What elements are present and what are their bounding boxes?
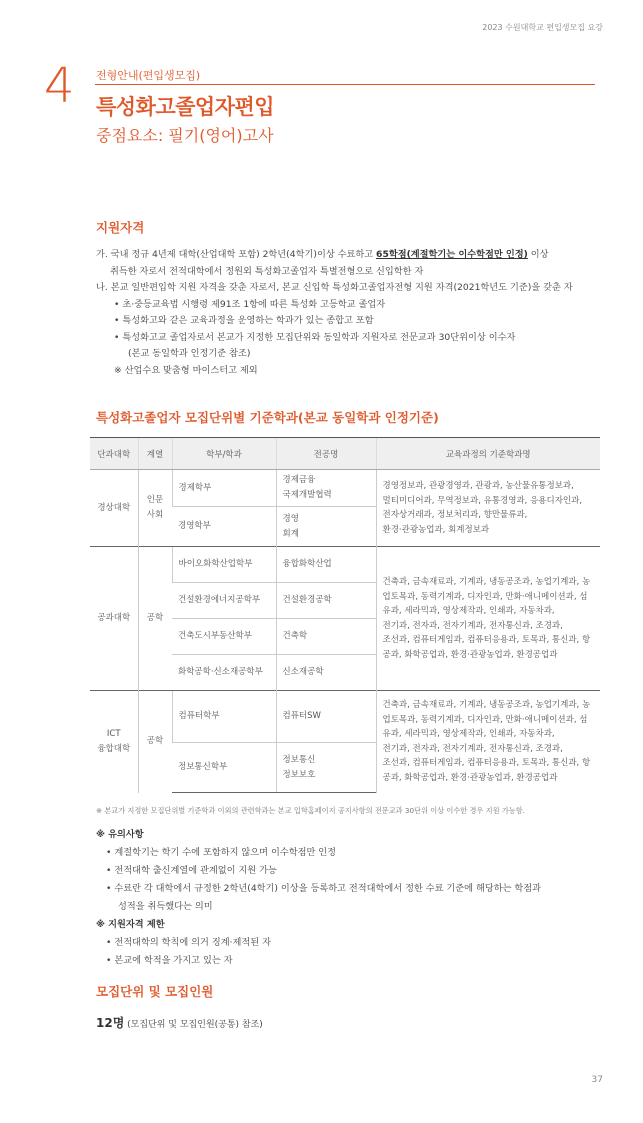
recruit-number: 12명 [96,1016,125,1030]
eligibility-heading: 지원자격 [96,220,145,235]
restriction-item: • 본교에 학적을 가지고 있는 자 [106,955,233,966]
recruit-count [96,1014,263,1031]
dept-cell: 경영학부 [172,507,276,547]
section-category: 전형안내(편입생모집) [96,69,201,82]
table-header-row [90,438,600,470]
page-title: 특성화고졸업자편입 [96,95,275,119]
dept-cell: 건축도시부동산학부 [172,619,276,655]
recruit-heading: 모집단위 및 모집인원 [96,984,214,999]
col-header-field: 계열 [138,438,172,470]
major-cell: 정보통신 정보보호 [276,743,376,793]
table-row [90,547,600,583]
eligibility-ga-cont: 취득한 자로서 전적대학에서 정원외 특성화고졸업자 특별전형으로 신입학한 자 [110,265,424,277]
page-subtitle: 중점요소: 필기(영어)고사 [96,126,274,145]
table-row [90,470,600,507]
recruit-note: (모집단위 및 모집인원(공통) 참조) [124,1020,263,1030]
note-item: • 전적대학 출신계열에 관계없이 지원 가능 [106,865,277,876]
dept-cell: 경제학부 [172,470,276,507]
dept-cell: 화학공학·신소재공학부 [172,655,276,691]
eligibility-exclusion: ※ 산업수요 맞춤형 마이스터고 제외 [114,364,258,376]
col-header-dept: 학부/학과 [172,438,276,470]
major-cell: 경제금융 국제개발협력 [276,470,376,507]
dept-cell: 바이오화학산업학부 [172,547,276,583]
college-cell: ICT 융합대학 [90,691,138,793]
college-cell: 경상대학 [90,470,138,547]
note-item: • 계절학기는 학기 수에 포함하지 않으며 이수학점만 인정 [106,847,336,858]
dept-cell: 컴퓨터학부 [172,691,276,743]
field-cell: 공학 [138,547,172,691]
col-header-college: 단과대학 [90,438,138,470]
eligibility-bullet: • 특성화고와 같은 교육과정을 운영하는 학과가 있는 종합고 포함 [114,315,374,326]
department-table [90,437,600,793]
field-cell: 인문 사회 [138,470,172,547]
notes-list [96,826,603,970]
field-cell: 공학 [138,691,172,793]
section-number: 4 [44,58,75,114]
eligibility-bullet: • 초·중등교육법 시행령 제91조 1항에 따른 특성화 고등학교 졸업자 [114,298,386,310]
page-number: 37 [591,1075,603,1085]
section-rule [95,84,595,85]
major-cell: 경영 회계 [276,507,376,547]
note-item-cont: 성적을 취득했다는 의미 [118,901,213,912]
college-cell: 공과대학 [90,547,138,691]
curriculum-cell: 경영정보과, 관광경영과, 관광과, 농산물유통정보과, 멀티미디어과, 무역정보과, 유통경영과, 응용디자인과, 전자상거래과, 정보처리과, 향만물류과, 환경·관광농업과, 회계정보과 [376,470,600,547]
curriculum-cell: 건축과, 금속재료과, 기계과, 냉동공조과, 농업기계과, 농 업토목과, 동력기계과, 디자인과, 만화·애니메이션과, 섬 유과, 세라믹과, 영상제작과, 인쇄과, 자동차과, 전기과, 전자과, 전자기계과, 전자통신과, 조경과, 조선과, 컴퓨터게임과, 컴퓨터응용과, 토목과, 통신과, 항 공과, 화학공업과, 환경·관광농업과, 환경공업과 [376,547,600,691]
restriction-item: • 전적대학의 학칙에 의거 징계·제적된 자 [106,937,271,948]
eligibility-bullet-cont: (본교 동일학과 인정기준 참조) [128,348,251,359]
eligibility-na: 나. 본교 일반편입학 지원 자격을 갖춘 자로서, 본교 신입학 특성화고졸업자전형 지원 자격(2021학년도 기준)을 갖춘 자 [96,282,573,293]
major-cell: 융합화학산업 [276,547,376,583]
major-cell: 건설환경공학 [276,583,376,619]
note-item: • 수료란 각 대학에서 규정한 2학년(4학기) 이상을 등록하고 전적대학에서 정한 수료 기준에 해당하는 학점과 [106,883,541,894]
table-row [90,691,600,743]
eligibility-bullet: • 특성화고교 졸업자로서 본교가 지정한 모집단위와 동일학과 지원자로 전문교과 30단위이상 이수자 [114,331,516,343]
eligibility-text [96,247,595,379]
document-header: 2023 수원대학교 편입생모집 요강 [482,23,603,32]
table-heading: 특성화고졸업자 모집단위별 기준학과(본교 동일학과 인정기준) [96,410,439,425]
dept-cell: 건설환경에너지공학부 [172,583,276,619]
major-cell: 컴퓨터SW [276,691,376,743]
col-header-major: 전공명 [276,438,376,470]
restrictions-heading: ※ 지원자격 제한 [96,919,165,930]
major-cell: 신소재공학 [276,655,376,691]
curriculum-cell: 건축과, 금속재료과, 기계과, 냉동공조과, 농업기계과, 농 업토목과, 동력기계과, 디자인과, 만화·애니메이션과, 섬 유과, 세라믹과, 영상제작과, 인쇄과, 자동차과, 전기과, 전자과, 전자기계과, 전자통신과, 조경과, 조선과, 컴퓨터게임과, 컴퓨터응용과, 토목과, 통신과, 항 공과, 화학공업과, 환경·관광농업과, 환경공업과 [376,691,600,793]
dept-cell: 정보통신학부 [172,743,276,793]
eligibility-ga: 가. 국내 정규 4년제 대학(산업대학 포함) 2학년(4학기)이상 수료하고 65학점(계절학기는 이수학점만 인정) 이상 [96,249,549,260]
major-cell: 건축학 [276,619,376,655]
credit-requirement: 65학점(계절학기는 이수학점만 인정) [376,249,528,260]
col-header-curriculum: 교육과정의 기준학과명 [376,438,600,470]
table-footnote: ※ 본교가 지정한 모집단위별 기준학과 이외의 관련학과는 본교 입학홈페이지 공지사항의 전문교과 30단위 이상 이수한 경우 지원 가능함. [96,806,525,815]
notes-heading: ※ 유의사항 [96,829,144,840]
